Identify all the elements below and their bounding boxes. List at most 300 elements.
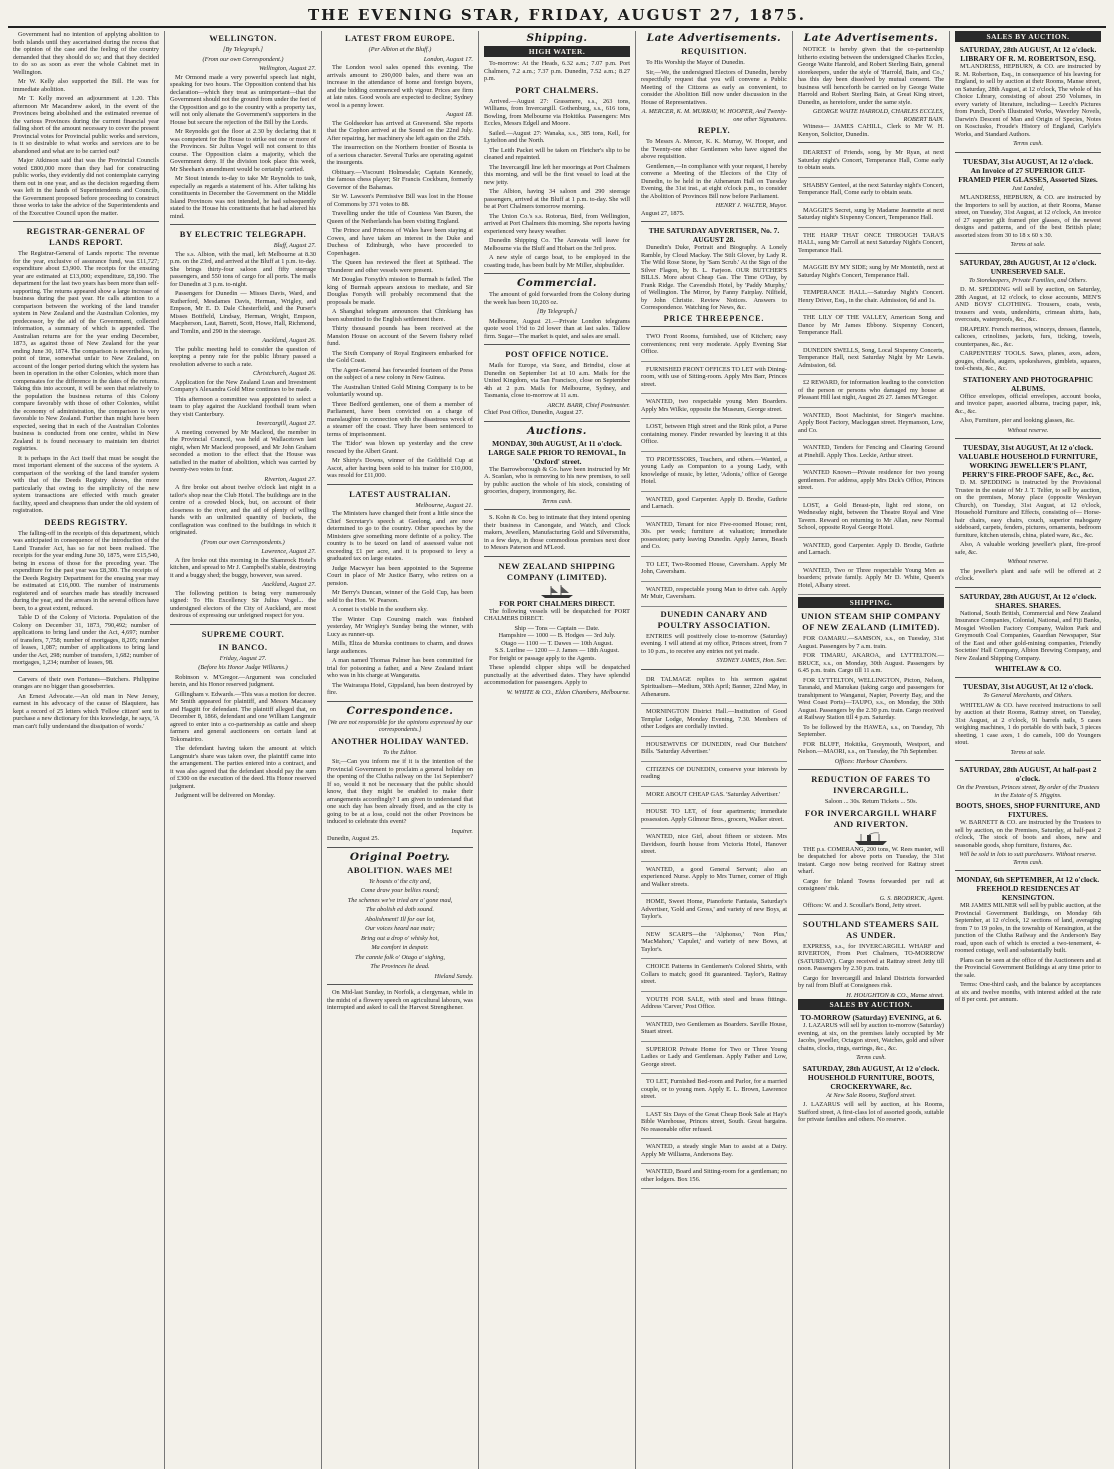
article-paragraph: The Barrowborough & Co. have been instructed by Mr A. Scanlan, who is removing to his new premises, to sell by public auction the whole of his stock, consisting of groceries, drapery, ironmongery, &c. bbox=[484, 465, 630, 495]
article-paragraph: The s.s. Albion, with the mail, left Melbourne at 8.30 p.m. on the 23rd, and arrived at the Bluff at 1 p.m. to-day. She brings thirty-four saloon and fifty steerage passengers, and 550 tons of cargo for all ports. The mails for Dunedin at 3 p.m. to-night. bbox=[170, 250, 316, 288]
classified-ad bbox=[641, 331, 787, 362]
classified-ad bbox=[798, 147, 944, 178]
ad-body: TO LET, Two-Roomed House, Caversham. Apply Mr John, Caversham. bbox=[641, 560, 787, 575]
auction-location: At New Sale Rooms, Stafford street. bbox=[826, 1091, 916, 1099]
article-paragraph: A fire broke out this morning in the Shamrock Hotel's kitchen, and spread to Mr J. Campbell's stable, destroying it and a buggy shed; the buggy, however, was saved. bbox=[170, 556, 316, 579]
article-paragraph: A comet is visible in the southern sky. bbox=[332, 606, 428, 613]
section-subheading: SOUTHLAND STEAMERS SAIL AS UNDER. bbox=[802, 918, 940, 940]
dateline: Riverton, August 27. bbox=[264, 475, 316, 483]
classified-ad bbox=[641, 1076, 787, 1107]
poem-line: The schemes we've tried are a' gone mad, bbox=[347, 896, 453, 904]
divider bbox=[327, 701, 473, 702]
section-banner: SALES BY AUCTION. bbox=[955, 31, 1101, 42]
article-paragraph: Gillingham v. Edwards.—This was a motion for decree. Mr Smith appeared for plaintiff, and Messrs Macassey and Haggitt for defendant. The plaintiff alleged that, on December 8, 1866, defendant and one William Langmuir agreed to enter into a co-partnership as cattle and sheep farmers and general auctioneers on certain land at Tokomairiro. bbox=[170, 690, 316, 743]
classified-ad bbox=[641, 584, 787, 607]
divider bbox=[327, 484, 473, 485]
divider bbox=[327, 984, 473, 985]
article-paragraph: The 'Eidor' was blown up yesterday and the crew rescued by the Albert Grant. bbox=[327, 440, 473, 455]
article-paragraph: Mails for Europe, via Suez, and Brindisi, close at Dunedin on September 1st at 10 a.m. Mails for the United Kingdom, via San Francisco, close on September 4th at 2 p.m. Mails for Melbourne, Sydney, and Tasmania, close to-morrow at 11 a.m. bbox=[484, 362, 630, 399]
offices-line: Offices: Harbour Chambers. bbox=[834, 757, 908, 765]
ad-body: WANTED, Tenders for Fencing and Clearing Ground at Pinehill. Apply Thos. Leckie, Arthur street. bbox=[798, 444, 944, 459]
dateline: Auckland, August 26. bbox=[262, 337, 316, 344]
dateline: Invercargill, August 27. bbox=[256, 420, 316, 427]
article-paragraph: Mr Shirty's Downs, winner of the Goldfield Cup at Ascot, after having been sold to his trainer for £10,000, was resold for £11,000. bbox=[327, 457, 473, 479]
column-6 bbox=[793, 31, 950, 1469]
divider bbox=[955, 152, 1101, 153]
article-paragraph: Application for the New Zealand Loan and Investment Company's Alexandra Gold Mine continues to be made. bbox=[170, 378, 316, 393]
ad-body: LAST Six Days of the Great Cheap Book Sale at Hay's Bible Warehouse, Princes street, South. Great bargains. No reasonable offer refused. bbox=[641, 1110, 787, 1133]
divider bbox=[170, 624, 316, 625]
auction-terms: Terms cash. bbox=[542, 497, 572, 505]
divider bbox=[484, 421, 630, 422]
ad-body: WANTED, good Carpenter. Apply D. Brodie, Guthrie and Larnach. bbox=[798, 541, 944, 556]
article-paragraph: Carvers of their own Fortunes—Butchers. Philippine oranges are no bigger than gooseberries. bbox=[13, 675, 159, 690]
classified-ad bbox=[641, 396, 787, 419]
ad-body: MORNINGTON District Hall.—Institution of Good Templar Lodge, Monday Evening, 7.30. Members of other Lodges are cordially invited. bbox=[641, 708, 787, 730]
article-paragraph: It is perhaps in the Act itself that must be sought the most important element of the success of the system. A comparison of the working of the land transfer system with that of the Deeds Registry shows, the more particularly that owing to the simplicity of the new system transactions are effected with much greater facility, speed and cheapness than under the old system of registration. bbox=[13, 454, 159, 514]
article-paragraph: These splendid clipper ships will be despatched punctually at the advertised dates. They have splendid accommodation for passengers. Apply to bbox=[484, 664, 630, 686]
sailing-ship-icon bbox=[539, 585, 575, 599]
auction-date: TUESDAY, 31st AUGUST, At 12 o'clock. bbox=[962, 156, 1094, 166]
classified-ad bbox=[798, 410, 944, 441]
classified-ad bbox=[641, 559, 787, 582]
section-subheading: REDUCTION OF FARES TO INVERCARGILL. bbox=[811, 774, 931, 795]
ad-body: Terms: One-third cash, and the balance by acceptances at six and twelve months, with interest added at the rate of 8 per cent. per annum. bbox=[955, 981, 1101, 1003]
poem-line: Abolishment! Ill for our lot, bbox=[365, 915, 435, 923]
article-paragraph: Thirty thousand pounds has been received at the Mansion House on account of the Severn fishery relief fund. bbox=[327, 325, 473, 347]
divider bbox=[13, 671, 159, 672]
dateline: London, August 17. bbox=[423, 55, 473, 63]
ship-route: FOR PORT CHALMERS DIRECT. bbox=[499, 598, 615, 608]
auction-date: TUESDAY, 31st AUGUST, At 12 o'clock. bbox=[962, 443, 1094, 452]
article-paragraph: Arrived.—August 27: Grassmere, s.s., 263 tons, Williams, from Invercargill. Gothenburg, s.s., 616 tons, Bowling, from Melbourne via Hokitika. Passengers: Mrs Eccles, Messrs Edgell and Moore. bbox=[484, 97, 630, 127]
ad-body: WANTED, Board and Sitting-room for a gentleman; no other lodgers. Box 156. bbox=[641, 1168, 787, 1183]
ad-title: THE SATURDAY ADVERTISER, No. 7. AUGUST 28. bbox=[648, 226, 780, 244]
auction-note: On the Premises, Princes street, By order of the Trustees in the Estate of S. Higgins. bbox=[956, 784, 1100, 799]
article-paragraph: The falling-off in the receipts of this department, which was anticipated in consequence of the introduction of the Land Transfer Act, has so far not been realised. The receipts for the year ending June 30, 1875, were £15,540, being in excess of those for the preceding year. The expenditure for the past year was £8,300. The receipts of the Deeds Registry Department for the ensuing year may be estimated at £16,000. The number of instruments registered and of searches made has steadily increased during the year, and the arrears in the several offices have been, to a great extent, reduced. bbox=[13, 529, 159, 612]
classified-ad bbox=[641, 706, 787, 737]
ad-body: HOUSE TO LET, of four apartments; immediate possession. Apply Gilmour Bros., grocers, Walker street. bbox=[641, 808, 787, 823]
auction-date: SATURDAY, 28th AUGUST, At 12 o'clock. bbox=[959, 591, 1097, 601]
article-paragraph: Sir,—Can you inform me if it is the intention of the Provincial Government to proclaim a general holiday on the opening of the Clutha railway on the 1st September? If so, would it not be necessary that the public should know, that they might be enabled to make their arrangements accordingly? I am given to understand that one such day has been already fixed, and as the city is going to be at a loss, could not the other Provinces be induced to celebrate this event? bbox=[327, 758, 473, 825]
article-paragraph: Mr Stout intends to-day to take Mr Reynolds to task, especially as regards a statement of his. After talking his constituents in December the Government on the Middle Island Provinces was not intended, he had subsequently stated to the House his constituents that he had altered his mind. bbox=[170, 175, 316, 220]
ad-body: Cargo for Invercargill and Inland Districts forwarded by rail from Bluff at Consignees risk. bbox=[798, 974, 944, 989]
article-paragraph: Three Bedford gentlemen, one of them a member of Parliament, have been convicted on a charge of manslaughter in connection with the disastrous wreck of a steamer off the coast. They have been sentenced to terms of imprisonment. bbox=[327, 400, 473, 438]
poem-title: ABOLITION. WAES ME! bbox=[347, 864, 453, 875]
byline: (Before his Honor Judge Williams.) bbox=[198, 664, 288, 671]
article-paragraph: An Ernest Advocate.—An old man in New Jersey, earnest in his advocacy of the cause of Blaquiere, has kept a record of 25 letters which 'Fellow citizen' sent to purchase a new dictionary for this knowledge, he says, 'A man can't fully understand the dissipation of words.' bbox=[13, 692, 159, 730]
ad-body: CARPENTERS' TOOLS. Saws, planes, axes, adzes, gouges, chisels, augers, spokeshaves, gimblets, squares, tool-chests, &c., &c. bbox=[955, 350, 1101, 372]
poem-line: The Provinces lie dead. bbox=[370, 963, 430, 970]
section-heading: Late Advertisements. bbox=[803, 32, 939, 44]
signature: G. S. BRODRICK, Agent. bbox=[879, 894, 944, 902]
notice: [We are not responsible for the opinions expressed by our correspondents.] bbox=[327, 718, 473, 733]
section-heading: Original Poetry. bbox=[349, 850, 451, 863]
article-paragraph: The London wool sales opened this evening. The arrivals amount to 290,000 bales, and there was an increase in the attendance of home and foreign buyers, and the bidding commenced with vigour. Prices are firm at late rates. Good wools are expected to decline; Sydney wool is a penny lower. bbox=[327, 64, 473, 109]
classified-ad bbox=[641, 831, 787, 862]
section-banner: SALES BY AUCTION. bbox=[798, 999, 944, 1010]
article-paragraph: Mr Ormond made a very powerful speech last night, speaking for two hours. The Opposition contend that his declaration—which they treat as unimportant—that the Government should not the ground from under the feet of the Opposition and go to the country with a property tax, will not only alienate the Government's supporters in the House but secure the rejection of the Bill by the Lords. bbox=[170, 73, 316, 126]
classified-ad bbox=[641, 764, 787, 787]
section-subheading: REPLY. bbox=[697, 125, 731, 135]
signature: Inquirer. bbox=[451, 827, 473, 835]
article-paragraph: The public meeting held to consider the question of keeping a penny rate for the public library passed a resolution adverse to such a rate. bbox=[170, 345, 316, 368]
ad-body: THE HARP THAT ONCE THROUGH TARA'S HALL, sung Mr Carroll at next Saturday Night's Concert, Temperance Hall. bbox=[798, 231, 944, 254]
article-paragraph: Mr Reynolds got the floor at 2.30 by declaring that it was competent for the House to strike out one or more of the Provinces. Sir Julius Vogel will not consent to this course. The Opposition claim a majority, which the Government deny. If the division took place this week, Mr Sheehan's amendment would be certainly carried. bbox=[170, 128, 316, 173]
auction-title: STATIONERY AND PHOTOGRAPHIC ALBUMS. bbox=[963, 374, 1093, 393]
byline: [By Telegraph.] bbox=[537, 308, 577, 315]
article-paragraph: A new style of cargo boat, to be employed in the coasting trade, has been built by Mr Miller, shipbuilder. bbox=[484, 254, 630, 269]
dateline: Chief Post Office, Dunedin, August 27. bbox=[484, 409, 584, 416]
article-paragraph: Mr T. Kelly moved an adjournment at 1.20. This afternoon Mr Macandrew asked, in the event of the Provinces being abolished and the estimated revenue of the various Provinces during the current financial year falling short of the amount necessary to cover the present Provincial votes for Provincial public works and services, is it so desirable to what works and services are to be abandoned and what are to be carried out? bbox=[13, 95, 159, 155]
divider bbox=[955, 760, 1101, 761]
classified-ad bbox=[641, 1109, 787, 1140]
divider bbox=[955, 677, 1101, 678]
divider bbox=[798, 914, 944, 915]
article-paragraph: The Agent-General has forwarded fourteen of the Press on the subject of a new colony in New Guinea. bbox=[327, 366, 473, 381]
auction-title: LARGE SALE PRIOR TO REMOVAL, In 'Oxford' street. bbox=[488, 447, 626, 466]
poem-line: Ye hoasts o' the city and, bbox=[369, 877, 431, 885]
classified-ad bbox=[641, 1141, 787, 1164]
article-paragraph: The defendant having taken the amount at which Langmuir's share was taken over, the plaintiff came into the arrangement. The parties entered into a contract, and it was also agreed that the defendant should pay the sum of £300 on the execution of the deed. His Honor reserved judgment. bbox=[170, 745, 316, 790]
ad-body: WANTED, two respectable young Men Boarders. Apply Mrs Wilkie, opposite the Museum, George street. bbox=[641, 398, 787, 413]
ad-body: Offices: W. and J. Scoullar's Bond, Jetty street. bbox=[803, 902, 922, 909]
article-paragraph: The Registrar-General of Lands reports: The revenue for the year, exclusive of assurance fund, was £11,727; expenditure about £3,900. The receipts for the ensuing year are estimated at £13,000; expenditure, £8,190. The department for the last two years has been more than self-supporting. The returns appeared show a large increase of business during the past year. He calls attention to a comparison between the working of the land transfer system in New Zealand and the Australian Colonies, my predecessor, by the aid of the Government, collected information, a summary of which is appended. The Australian returns are for the year ending December, 1873, as against those of New Zealand for the year ending June 30, 1874. The comparison is nevertheless, in point of time, somewhat unfair to New Zealand, on account of the longer period during which the system has been in operation in the other Colonies, which more than compensates for the difference in the dates of the returns. Taking this into account, it will be seen that relatively to the population the business returns of this Colony compare favorably with those of other Colonies, whilst the economy of administration, the comparison is very favorable to New Zealand. Further than might have been expected, seeing that in each of the Australian Colonies business is conducted from one centre, whilst in New Zealand it is found necessary to maintain ten district registries. bbox=[13, 250, 159, 452]
dateline: Bluff, August 27. bbox=[273, 242, 316, 249]
divider bbox=[955, 870, 1101, 871]
ad-body: WANTED, Tenant for nice Five-roomed House; rent, 30s. per week; furniture at valuation; immediate possession; party leaving Dunedin. Apply James, Beach and Co. bbox=[641, 520, 787, 550]
ship-illustration bbox=[798, 832, 944, 846]
article-paragraph: The Winter Cup Coursing match was finished yesterday, Mr Wrigley's Sunday being the winner, with Lucy as runner-up. bbox=[327, 615, 473, 638]
classified-ad bbox=[798, 377, 944, 408]
ad-body: WANTED, Two or Three respectable Young Men as boarders; private family. Apply Mr D. White, Queen's Hotel, Albany street. bbox=[798, 566, 944, 589]
dateline: Lawrence, August 27. bbox=[261, 548, 316, 555]
byline: To the Editor. bbox=[383, 748, 417, 756]
section-heading: Late Advertisements. bbox=[646, 32, 782, 44]
signature: A. MERCER, K. M. MURRAY, W. HOOPER, And Twenty-one other Signatures. bbox=[641, 108, 787, 123]
article-paragraph: Obituary.—Viscount Holmesdale; Captain Kennedy, the famous chess player; Sir Francis Cockburn, formerly Governor of the Bahamas. bbox=[327, 168, 473, 191]
ad-body: EXPRESS, s.s., for INVERCARGILL WHARF and RIVERTON, From Port Chalmers, TO-MORROW (SATURDAY). Cargo received at Rattray street Jetty till noon. Passengers by 2.30 p.m. train. bbox=[798, 942, 944, 972]
classified-ad bbox=[798, 565, 944, 596]
article-paragraph: Judge Macwyer has been appointed to the Supreme Court in place of Mr Justice Barry, who retires on a pension. bbox=[327, 564, 473, 587]
ad-body: National, South British, Commercial and New Zealand Insurance Companies, Colonial, National, and Fiji Banks, Mosgiel Woollen Factory Company, Walton Park and Greymouth Coal Companies, Guardian Newspaper, Star of the East and other gold-mining companies, Friendly Societies' Hall Company, Albion Brewing Company, and New Zealand Shipping Company. bbox=[955, 609, 1101, 662]
dateline: Melbourne, August 21. bbox=[415, 501, 473, 509]
classified-ad bbox=[798, 287, 944, 310]
byline: (From our own Correspondent.) bbox=[202, 55, 284, 63]
auction-terms: Without reserve. bbox=[1007, 426, 1049, 434]
section-heading: Correspondence. bbox=[346, 704, 454, 717]
ad-body: WANTED, two Gentlemen as Boarders. Saville House, Stuart street. bbox=[641, 1020, 787, 1035]
section-subheading: ANOTHER HOLIDAY WANTED. bbox=[331, 735, 469, 746]
divider bbox=[798, 142, 944, 143]
article-paragraph: The Ministers have changed their front a little since the Chief Secretary's speech at Geelong, and are now determined to go to the country. Other speeches by the Ministers give something more definite of a policy. The country is to be taxed on land of assessed value not exceeding £1 per acre, and it is proposed to levy a graduated tax on large estates. bbox=[327, 510, 473, 562]
ad-body: LOST, a Gold Breast-pin, light red stone, on Wednesday night, between the Theatre Royal and Vine Tavern. Reward on returning to Mr Allan, new Normal School, opposite Royal George Hotel. bbox=[798, 501, 944, 531]
ad-body: ENTRIES will positively close to-morrow (Saturday) evening. I will attend at my office, Princes street, from 7 to 10 p.m., to receive any entries not yet made. bbox=[641, 632, 787, 655]
auction-note: To General Merchants, and Others. bbox=[983, 692, 1073, 699]
classified-ad bbox=[641, 739, 787, 762]
article-paragraph: Dunedin Shipping Co. The Arawata will leave for Melbourne via the Bluff and Hobart on the 3rd prox. bbox=[484, 237, 630, 252]
section-subheading: FOR INVERCARGILL WHARF AND RIVERTON. bbox=[804, 807, 938, 829]
auction-terms: Terms at sale. bbox=[1010, 241, 1046, 248]
classified-ad bbox=[798, 500, 944, 538]
poem-line: Our voices heard nae mair; bbox=[365, 925, 435, 932]
classified-ad bbox=[798, 442, 944, 465]
classified-ad bbox=[641, 1166, 787, 1189]
ad-body: HOME, Sweet Home, Pianoforte Fantasia, Saturday's Advertiser, 'Gold and Gross,' and variety of new Boys, at Taylor's. bbox=[641, 898, 787, 920]
article-paragraph: The Invercargill line left her moorings at Port Chalmers this morning, and will be the first vessel to load at the new jetty. bbox=[484, 163, 630, 186]
auction-date: MONDAY, 30th AUGUST, At 11 o'clock. bbox=[492, 438, 622, 448]
auction-terms: Terms cash. bbox=[1013, 140, 1043, 147]
section-heading: NEW ZEALAND SHIPPING COMPANY (LIMITED). bbox=[498, 560, 616, 582]
article-paragraph: To His Worship the Mayor of Dunedin. bbox=[646, 59, 745, 66]
ad-body: DR TALMAGE replies to his sermon against Spiritualism—Medium, 30th April; Banner, 22nd May, in Athenæum. bbox=[641, 675, 787, 698]
classified-ad bbox=[641, 1019, 787, 1042]
poem-line: The cannie folk o' Otago a' sighing, bbox=[355, 953, 445, 961]
dateline: Auckland, August 27. bbox=[262, 581, 316, 588]
divider bbox=[484, 556, 630, 557]
classified-ad bbox=[798, 312, 944, 343]
article-paragraph: The insurrection on the Northern frontier of Bosnia is of a serious character. Several Turks are operating against the insurgents. bbox=[327, 144, 473, 166]
section-heading: LATEST AUSTRALIAN. bbox=[349, 488, 451, 499]
classified-ad bbox=[641, 1044, 787, 1075]
auction-date: SATURDAY, 28th AUGUST, At 12 o'clock. bbox=[959, 45, 1097, 54]
divider bbox=[327, 847, 473, 848]
ad-body: Office envelopes, official envelopes, account books, and invoice paper, assorted albums, tracing paper, ink, &c., &c. bbox=[955, 392, 1101, 415]
ad-body: J. LAZARUS will sell by auction to-morrow (Saturday) evening, at six, on the premises lately occupied by Mr Jacobs, jeweller, Octagon street, Watches, gold and silver chains, clocks, rings, earrings, &c., &c. bbox=[798, 1022, 944, 1052]
divider bbox=[641, 326, 787, 327]
auction-date: MONDAY, 6th SEPTEMBER, At 12 o'clock. bbox=[956, 875, 1100, 884]
classified-ad bbox=[798, 180, 944, 203]
section-heading: Auctions. bbox=[527, 424, 587, 437]
ship-illustration bbox=[484, 585, 630, 599]
ad-body: WANTED, good Carpenter. Apply D. Brodie, Guthrie and Larnach. bbox=[641, 495, 787, 510]
ad-body: SUPERIOR Private Home for Two or Three Young Ladies or Lady and Gentleman. Apply Father and Low, George street. bbox=[641, 1045, 787, 1068]
article-paragraph: Mr Berry's Duncan, winner of the Gold Cup, has been sold to the Hon. W. Pearson. bbox=[327, 589, 473, 604]
divider bbox=[484, 344, 630, 345]
divider bbox=[955, 587, 1101, 588]
ad-body: NOTICE is hereby given that the co-partnership hitherto existing between the undersigned Charles Eccles, George Waite Hanrold, and Robert Sterling Bain, general storekeepers, under the style of 'Harrold, Bain, and Co.,' has this day been dissolved by mutual consent. The business will henceforth be carried on by George Waite Harrold and Robert Sterling Bain, at Great King street, Dunedin, as heretofore, under the same style. bbox=[798, 46, 944, 106]
column-2 bbox=[165, 31, 322, 1469]
divider bbox=[484, 509, 630, 510]
article-paragraph: On Mid-last Sunday, in Norfolk, a clergyman, while in the midst of a flowery speech on agricultural labours, was interrupted and asked to call the Harvest Strengthener. bbox=[327, 989, 473, 1011]
section-heading: LATEST FROM EUROPE. bbox=[344, 33, 456, 43]
ad-body: TEMPERANCE HALL.—Saturday Night's Concert. Henry Driver, Esq., in the chair. Admission, 6d and 1s. bbox=[798, 289, 944, 304]
byline: [By Telegraph.] bbox=[223, 46, 263, 53]
ship-table-row: S.S. Lurline — 1200 — J. James — 18th August. bbox=[494, 647, 620, 654]
byline: (Per Albion at the Bluff.) bbox=[368, 46, 432, 53]
article-paragraph: Sir,—We, the undersigned Electors of Dunedin, hereby respectfully request that you will convene a Public Meeting of the Citizens as early as convenient, to consider the Abolition Bill now under discussion in the House of Representatives. bbox=[641, 68, 787, 106]
poem-line: Ma comfort in despair. bbox=[371, 944, 429, 951]
ad-body: THE LILY OF THE VALLEY, American Song and Dance by Mr James Ebbony. Sixpenny Concert, Temperance Hall. bbox=[798, 314, 944, 336]
classified-ad bbox=[798, 230, 944, 261]
signature: SYDNEY JAMES, Hon. Sec. bbox=[716, 657, 787, 664]
ad-body: NEW SCARFS—the 'Alphonso,' 'Non Plus,' 'MacMahon,' 'Capulet,' and variety of new Bows, at Taylor's. bbox=[641, 930, 787, 953]
ship-table-row: Otago — 1100 — T. Dawes — 10th August. bbox=[501, 639, 613, 647]
ad-body: CITIZENS OF DUNEDIN, conserve your interests by reading bbox=[641, 765, 787, 780]
ad-body: WANTED, nice Girl, about fifteen or sixteen. Mrs Davidson, fourth house from Victoria Hotel, Hanover street. bbox=[641, 833, 787, 855]
section-heading: Shipping. bbox=[526, 32, 588, 44]
steamer-icon bbox=[853, 832, 889, 846]
section-heading: WELLINGTON. bbox=[209, 33, 277, 43]
ad-body: D. M. SPEDDING is instructed by the Provisional Trustee in the estate of Mr J. T. Telfer, to sell by auction, on the premises, Moray place (opposite Wesleyan Church), on Tuesday, 31st August, at 12 o'clock, Household Furniture and Effects, consisting of— Horse-hair chairs, easy chairs, couch, superior mahogany sideboard, carpets, fenders, pictures, ornaments, bedroom furniture, kitchen utensils, china, plated ware, &c., &c. bbox=[955, 479, 1101, 539]
masthead-title: THE EVENING STAR, FRIDAY, AUGUST 27, 1875. bbox=[307, 6, 807, 24]
masthead bbox=[8, 4, 1106, 28]
classified-ad bbox=[641, 421, 787, 452]
column-3 bbox=[322, 31, 479, 1469]
ad-body: WANTED Known—Private residence for two young gentlemen. For address, apply Mrs Dick's Office, Princes street. bbox=[798, 469, 944, 491]
ad-body: Plans can be seen at the office of the Auctioneers and at the Provincial Government Buildings at any time prior to the sale. bbox=[955, 956, 1101, 979]
column-7 bbox=[950, 31, 1106, 1469]
classified-ad bbox=[641, 364, 787, 395]
ad-body: To be followed by the HAWEA, s.s., on Tuesday, 7th September. bbox=[798, 723, 944, 738]
ad-body: J. LAZARUS will sell by auction, at his Rooms, Stafford street, A first-class lot of assorted goods, suitable for private families and others. No reserve. bbox=[798, 1101, 944, 1123]
article-paragraph: The Wairarapa Hotel, Gippsland, has been destroyed by fire. bbox=[327, 681, 473, 696]
ad-body: D. M. SPEDDING will sell by auction, on Saturday, 28th August, at 12 o'clock, to close accounts, MEN'S AND BOYS' CLOTHING. Trousers, coats, vests, trousers and vests, undershirts, crimean shirts, hats, overcoats, waterproofs, &c., &c. bbox=[955, 286, 1101, 323]
section-heading: DEEDS REGISTRY. bbox=[44, 516, 128, 527]
ad-body: WANTED, Boot Machinist, for Singer's machine. Apply Boot Factory, Macloggan street. Heymanson, Low, and Co. bbox=[798, 411, 944, 434]
divider bbox=[955, 253, 1101, 254]
article-paragraph: The Leith Packet will be taken on Fletcher's slip to be cleaned and repainted. bbox=[484, 146, 630, 161]
signature: ARCH. BARR, Chief Postmaster. bbox=[547, 401, 630, 409]
article-paragraph: The Albion, having 34 saloon and 290 steerage passengers, arrived at the Bluff at 1 p.m. to-day. She will be at Port Chalmers tomorrow morning. bbox=[484, 188, 630, 210]
auction-title: HOUSEHOLD FURNITURE, BOOTS, CROCKERYWARE, &c. bbox=[807, 1072, 935, 1091]
classified-ad bbox=[798, 345, 944, 376]
divider bbox=[798, 769, 944, 770]
section-subheading: DUNEDIN CANARY AND POULTRY ASSOCIATION. bbox=[657, 608, 771, 630]
ad-body: TWO Front Rooms, furnished, use of Kitchen; easy conveniences; rent very moderate. Apply Evening Star Office. bbox=[641, 333, 787, 355]
article-paragraph: Major Atkinson said that was the Provincial Councils voted £800,000 more than they had for constructing public works, they evidently did not contemplate carrying them out in one year, and as the decision regarding them was left in the hands of Superintendents and Councils, the Government proposed before proceeding to construct those works to take the advice of the Superintendents and of the Executive Council upon the matter. bbox=[13, 157, 159, 217]
column-5 bbox=[636, 31, 793, 1469]
article-paragraph: Mills, Eliza de Murska continues to charm, and draws large audiences. bbox=[327, 640, 473, 655]
article-paragraph: Passengers for Dunedin — Misses Davis, Ward, and Rutherford, Mesdames Davis, Herman, Wrigley, and Empson, Mr E. D. Dale Chesterfield, and the Purser's Misses Bottfield, Lindsay, Herman, Wright, Empson, Macpherson, Laut, Barrett, Scott, Howe, Hall, Richmond, and Tomlin, and 290 in the steerage. bbox=[170, 290, 316, 335]
classified-ad bbox=[641, 961, 787, 992]
classified-ad bbox=[641, 806, 787, 829]
ad-body: LOST, between High street and the Rink pilot, a Purse containing money. Finder rewarded by leaving it at this Office. bbox=[641, 423, 787, 445]
dateline: August 27, 1875. bbox=[641, 209, 685, 217]
signature: GEORGE WAITE HARROLD, CHARLES ECCLES, ROBERT BAIN. bbox=[812, 108, 944, 123]
article-paragraph: Travelling under the title of Countess Van Buren, the Queen of the Netherlands has been visiting England. bbox=[327, 210, 473, 225]
signature: HENRY J. WALTER, Mayor. bbox=[715, 202, 787, 209]
article-paragraph: The Australian United Gold Mining Company is to be voluntarily wound up. bbox=[327, 383, 473, 398]
auction-date: TUESDAY, 31st AUGUST, At 12 o'clock. bbox=[962, 682, 1094, 691]
section-subheading: IN BANCO. bbox=[218, 641, 268, 652]
poem-line: Bring out a drop o' whisky hot, bbox=[361, 934, 439, 942]
ad-body: MR JAMES MILNER will sell by public auction, at the Provincial Government Buildings, on Monday 6th September, at 12 o'clock, 12 sections of land, averaging from 7 to 19 poles, in the township of Kensington, at the junction of the Clutha Railway and the Anderson's Bay road, upon each of which is erected a two-tenement, 4-roomed cottage, well and substantially built. bbox=[955, 902, 1101, 954]
section-heading: Commercial. bbox=[516, 277, 598, 289]
article-paragraph: The Queen has reviewed the fleet at Spithead. The Thunderer and other vessels were present. bbox=[327, 259, 473, 274]
classified-ad bbox=[641, 789, 787, 805]
ad-body: FURNISHED FRONT OFFICES TO LET with Dining-room, with use of Sitting-room. Apply Mrs Barr, Princes street. bbox=[641, 365, 787, 388]
ad-body: SHABBY Genteel, at the next Saturday night's Concert, Temperance Hall, Come early to obtain seats. bbox=[798, 181, 944, 196]
auction-note: Just Landed, bbox=[1011, 184, 1045, 192]
ad-body: MAGGIE'S Secret, sung by Madame Jeannette at next Saturday night's Sixpenny Concert, Temperance Hall. bbox=[798, 206, 944, 221]
ad-body: £2 REWARD, for information leading to the conviction of the person or persons who damaged my house at Pleasant Hill last night, August 26 27. James M'Gregor. bbox=[798, 379, 944, 401]
poem-line: Come draw your bellies round; bbox=[360, 887, 440, 894]
divider bbox=[641, 669, 787, 670]
divider bbox=[484, 273, 630, 274]
article-paragraph: For freight or passage apply to the Agents. bbox=[489, 654, 597, 662]
ship-table-header: Ship — Tons — Captain — Date. bbox=[514, 624, 600, 632]
ad-body: DEAREST of Friends, song, by Mr Ryan, at next Saturday night's Concert, Temperance Hall, Come early to obtain seats. bbox=[798, 149, 944, 171]
dateline: August 18. bbox=[446, 111, 473, 118]
ad-body: FOR OAMARU.—SAMSON, s.s., on Tuesday, 31st August. Passengers by 7 a.m. train. bbox=[798, 635, 944, 650]
ad-body: Dunedin's Duke, Portrait and Biography. A Lonely Ramble, by Cloud Mackay. The Stilt Glover, by Lady R. The Wild Rose Stone, by 'Sam Scrub.' At the Sign of the Silver Flagon, by B. L. Farjeon. OUR BUTCHER'S BILLS. More about Cheap Gas. The Time O'Day, by Frank Ridge. The Cavendish Hotel, by 'Paddy Murphy,' of Wellington. The Mirror, by Fanny Fairplay. Nilfield, by John Christie. Review Notices. Answers to Correspondence. Watching for News, &c. bbox=[641, 244, 787, 311]
section-heading: SUPREME COURT. bbox=[201, 628, 285, 639]
article-paragraph: Sailed.—August 27: Wanaka, s.s., 385 tons, Kell, for Lyttelton and the North. bbox=[484, 129, 630, 144]
classified-ad bbox=[641, 674, 787, 705]
article-paragraph: The amount of gold forwarded from the Colony during the week has been 10,203 oz. bbox=[484, 291, 630, 306]
poem-line: The abolish ed doth sound. bbox=[365, 906, 435, 913]
ad-body: HOUSEWIVES OF DUNEDIN, read Our Butchers' Bills. 'Saturday Advertiser.' bbox=[641, 740, 787, 755]
article-paragraph: Table D of the Colony of Victoria. Population of the Colony on December 31, 1873, 790,492; number of applications to bring land under the Act, 4,697; number of transfers, 7,758; number of mortgages, 8,205; number of leases, 1,087; number of applications to bring land under the Act, 298; number of transfers, 1,682; number of mortgages, 1,234; number of leases, 98. bbox=[13, 614, 159, 666]
divider bbox=[13, 221, 159, 222]
column-1 bbox=[8, 31, 165, 1469]
section-banner: SHIPPING. bbox=[798, 597, 944, 608]
article-paragraph: A meeting convened by Mr Macleod, the member in the Provincial Council, was held at Wallacetown last night, when Mr Macleod proposed, and Mr John Graham seconded a motion to the effect that the House was satisfied in the matter of abolition, which was carried by twenty-two votes to four. bbox=[170, 428, 316, 473]
section-banner: HIGH WATER. bbox=[484, 46, 630, 57]
ad-body: The jeweller's plant and safe will be offered at 2 o'clock. bbox=[955, 567, 1101, 582]
section-heading: POST OFFICE NOTICE. bbox=[505, 349, 609, 359]
divider bbox=[170, 224, 316, 225]
ad-body: WANTED, a good General Servant; also an experienced Nurse. Apply to Mrs Turner, corner of High and Walker streets. bbox=[641, 865, 787, 888]
auction-note: To Storekeepers, Private Families, and Others. bbox=[968, 276, 1088, 284]
dateline: Dunedin, August 25. bbox=[327, 835, 380, 842]
article-paragraph: Robinson v. M'Gregor.—Argument was concluded herein, and his Honor reserved judgment. bbox=[170, 673, 316, 688]
dateline: Friday, August 27. bbox=[219, 654, 267, 662]
classified-ad bbox=[641, 896, 787, 927]
article-paragraph: To-morrow: At the Heads, 6.32 a.m.; 7.07 p.m. Port Chalmers, 7.2 a.m.; 7.37 p.m. Dunedin, 7.52 a.m.; 8.27 p.m. bbox=[484, 60, 630, 82]
auction-title: BOOTS, SHOES, SHOP FURNITURE, AND FIXTURES. bbox=[955, 801, 1101, 819]
auction-date: SATURDAY, 28th AUGUST, At half-past 2 o'clock. bbox=[959, 765, 1097, 783]
ad-body: FOR TIMARU, AKAROA, and LYTTELTON.—BRUCE, s.s., on Monday, 30th August. Passengers by 6.45 p.m. train. Cargo till 11 a.m. bbox=[798, 652, 944, 674]
ad-body: Cargo for Inland Towns forwarded per rail at consignees' risk. bbox=[798, 877, 944, 892]
article-paragraph: The following vessels will be despatched for PORT CHALMERS DIRECT. bbox=[484, 607, 630, 622]
auction-date: TO-MORROW (Saturday) EVENING, at 6. bbox=[800, 1013, 942, 1022]
ad-body: THE p.s. COMERANG, 200 tons, W. Rees master, will be despatched for above ports on Tuesday, the 31st instant. Cargo now being received for Rattray street wharf. bbox=[798, 845, 944, 875]
classified-ad bbox=[641, 864, 787, 895]
classified-ad bbox=[798, 262, 944, 285]
article-paragraph: A fire broke out about twelve o'clock last night in a tailor's shop near the Club Hotel. The buildings are in the centre of a crowded block, but, on account of their closeness to the river, and the aid of plenty of willing hands with an unlimited quantity of buckets, the conflagration was confined to the buildings in which it originated. bbox=[170, 484, 316, 536]
article-paragraph: The Sixth Company of Royal Engineers embarked for the Gold Coast. bbox=[327, 349, 473, 364]
ad-body: MORE ABOUT CHEAP GAS. 'Saturday Advertiser.' bbox=[646, 790, 780, 798]
section-heading: BY ELECTRIC TELEGRAPH. bbox=[179, 229, 307, 239]
article-paragraph: Government had no intention of applying abolition to both islands until they ascertained during the recess that the opinion of the case and the feeling of the country demanded that they should do so; and that they decided to do so as soon as ever the whole Cabinet met in Wellington. bbox=[13, 31, 159, 76]
ship-table-row: Hampshire — 1000 — B. Hodges — 3rd July. bbox=[498, 632, 616, 639]
ad-body: TO LET, Furnished Bed-room and Parlor, for a married couple, or to young men. Apply E. L. Brown, Lawrence street. bbox=[641, 1078, 787, 1100]
signature: W. WHITE & CO., Eldon Chambers, Melbourne. bbox=[506, 688, 630, 696]
ad-body: FOR BLUFF, Hokitika, Greymouth, Westport, and Nelson.—MAORI, s.s., on Tuesday, the 7th September. bbox=[798, 740, 944, 755]
divider bbox=[641, 221, 787, 222]
classified-ad bbox=[641, 519, 787, 557]
auction-date: SATURDAY, 28th AUGUST, At 12 o'clock. bbox=[959, 257, 1097, 267]
auction-title: SHARES. SHARES. bbox=[995, 600, 1061, 610]
ad-body: MAGGIE BY MY SIDE; sung by Mr Monteith, next at Saturday Night's Concert, Temperance Hall. bbox=[798, 264, 944, 279]
section-subheading: UNION STEAM SHIP COMPANY OF NEW ZEALAND (LIMITED). bbox=[800, 611, 942, 632]
classified-ad bbox=[641, 454, 787, 492]
dateline: Wellington, August 27. bbox=[258, 65, 316, 72]
divider bbox=[955, 438, 1101, 439]
auction-title: UNRESERVED SALE. bbox=[990, 266, 1066, 276]
article-paragraph: The Union Co.'s s.s. Rotorua, Bird, from Wellington, arrived at Port Chalmers this morning. She reports having experienced very heavy weather. bbox=[484, 212, 630, 235]
auction-title: An Invoice of 27 SUPERIOR GILT-FRAMED PIER GLASSES, Assorted Sizes. bbox=[958, 165, 1098, 184]
auction-date: SATURDAY, 28th AUGUST, At 12 o'clock. bbox=[802, 1063, 940, 1073]
auction-title: VALUABLE HOUSEHOLD FURNITURE, WORKING JEWELLER'S PLANT, PERRY'S FIRE-PROOF SAFE, &c., &c. bbox=[958, 452, 1098, 479]
dateline: Christchurch, August 26. bbox=[253, 370, 316, 377]
article-paragraph: Judgment will be delivered on Monday. bbox=[175, 792, 275, 799]
ad-body: WANTED, a steady single Man to assist at a Dairy. Apply Mr Williams, Andersons Bay. bbox=[641, 1143, 787, 1158]
auctioneer-name: WHITELAW & CO. bbox=[994, 664, 1062, 673]
ad-body: DUNEDIN SWELLS, Song, Local Sixpenny Concerts, Temperance Hall, next Saturday Night by Mr Lewis. Admission, 6d. bbox=[798, 346, 944, 369]
